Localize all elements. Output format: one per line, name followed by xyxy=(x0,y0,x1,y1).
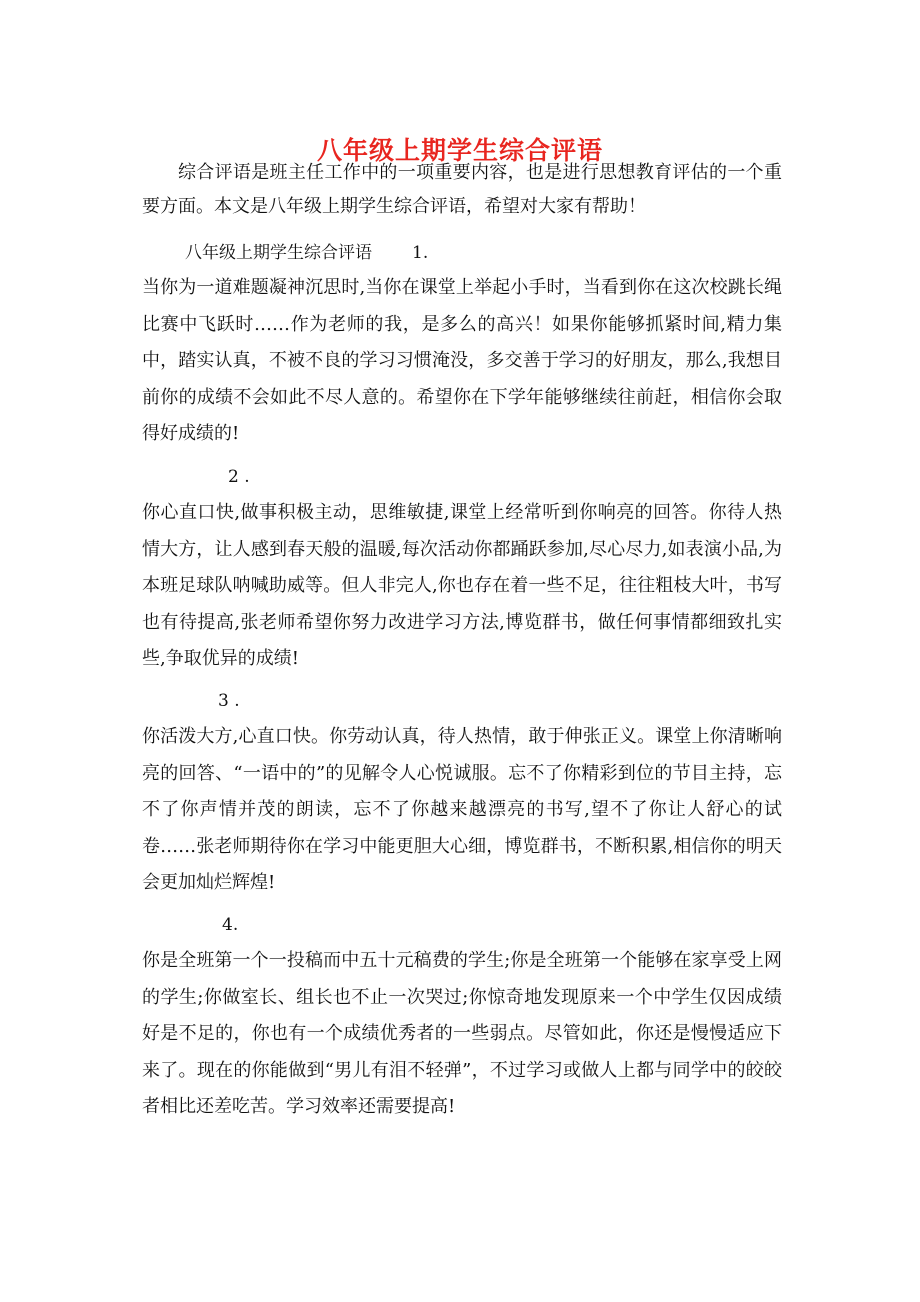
entry-number: 2 . xyxy=(228,467,250,487)
entry-1-text: 当你为一道难题凝神沉思时,当你在课堂上举起小手时，当看到你在这次校跳长绳比赛中飞跃时……作为老师的我，是多么的高兴！如果你能够抓紧时间,精力集中，踏实认真，不被不良的学习习惯淹没，多交善于学习的好朋友，那么,我想目前你的成绩不会如此不尽人意的。希望你在下学年能够继续往前赶，相信你会取得好成绩的! xyxy=(142,277,782,444)
entry-number: 3 . xyxy=(218,691,240,711)
entry-2-text: 你心直口快,做事积极主动，思维敏捷,课堂上经常听到你响亮的回答。你待人热情大方，让人感到春天般的温暖,每次活动你都踊跃参加,尽心尽力,如表演小品,为本班足球队呐喊助威等。但人非完人,你也存在着一些不足，往往粗枝大叶，书写也有待提高,张老师希望你努力改进学习方法,博览群书，做任何事情都细致扎实些,争取优异的成绩! xyxy=(142,502,782,669)
entry-3-heading xyxy=(218,686,240,716)
document-title: 八年级上期学生综合评语 xyxy=(316,135,603,165)
entry-2-heading xyxy=(228,462,250,492)
intro-paragraph: 综合评语是班主任工作中的一项重要内容，也是进行思想教育评估的一个重要方面。本文是八年级上期学生综合评语，希望对大家有帮助！ xyxy=(142,162,782,217)
entry-number: 4. xyxy=(222,915,239,935)
entry-3-text: 你活泼大方,心直口快。你劳动认真，待人热情，敢于伸张正义。课堂上你清晰响亮的回答、“一语中的”的见解令人心悦诚服。忘不了你精彩到位的节目主持，忘不了你声情并茂的朗读，忘不了你越来越漂亮的书写,望不了你让人舒心的试卷……张老师期待你在学习中能更胆大心细，博览群书，不断积累,相信你的明天会更加灿烂辉煌! xyxy=(142,726,782,893)
entry-heading-label: 八年级上期学生综合评语 xyxy=(185,243,372,263)
entry-1-heading xyxy=(185,238,428,268)
entry-number: 1. xyxy=(412,243,429,263)
entry-4-heading xyxy=(222,910,238,940)
entry-4-text: 你是全班第一个一投稿而中五十元稿费的学生;你是全班第一个能够在家享受上网的学生;你做室长、组长也不止一次哭过;你惊奇地发现原来一个中学生仅因成绩好是不足的，你也有一个成绩优秀者的一些弱点。尽管如此，你还是慢慢适应下来了。现在的你能做到“男儿有泪不轻弹”，不过学习或做人上都与同学中的皎皎者相比还差吃苦。学习效率还需要提高! xyxy=(142,950,782,1117)
